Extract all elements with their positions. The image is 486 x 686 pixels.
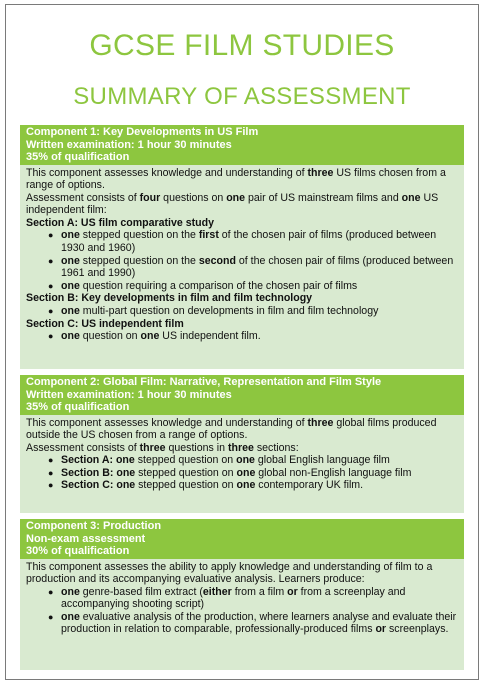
bullet-icon: ●	[48, 480, 54, 491]
component-exam-type: Written examination: 1 hour 30 minutes	[26, 388, 232, 401]
bullet-icon: ●	[48, 255, 54, 266]
section-heading: Section C: US independent film	[26, 317, 184, 330]
list-item: ● Section C: one stepped question on one contemporary UK film.	[48, 479, 364, 492]
page-title: GCSE FILM STUDIES	[89, 29, 395, 62]
bullet-icon: ●	[48, 611, 54, 622]
component-weighting: 30% of qualification	[26, 545, 130, 557]
section-heading: Section A: US film comparative study	[26, 216, 214, 229]
component-2-header	[20, 375, 464, 415]
bullet-icon: ●	[48, 280, 54, 291]
component-exam-type: Written examination: 1 hour 30 minutes	[26, 138, 232, 151]
component-3-body	[20, 559, 464, 637]
component-1-header	[20, 125, 464, 165]
component-consists: Assessment consists of three questions in three sections:	[26, 441, 299, 454]
list-item: ● one question on one US independent film.	[48, 330, 261, 343]
component-3-header	[20, 519, 464, 559]
component-2-body	[20, 415, 464, 493]
section-c-list	[26, 330, 460, 343]
list-item: ● one evaluative analysis of the production, where learners analyse and evaluate their production in relation to comparable, professionally-produced films or screenplays.	[48, 610, 457, 636]
list-item: ● one stepped question on the second of the chosen pair of films (produced between 1961 and 1990)	[48, 254, 454, 280]
component-intro: This component assesses knowledge and understanding of three global films produced outside the US chosen from a range of options.	[26, 416, 437, 442]
component-title: Component 2: Global Film: Narrative, Representation and Film Style	[26, 376, 382, 388]
component-title: Component 3: Production	[26, 520, 162, 532]
component-1-box	[20, 125, 464, 369]
component-intro: This component assesses knowledge and understanding of three US films chosen from a range of options.	[26, 166, 446, 192]
bullet-icon: ●	[48, 306, 54, 317]
list-item: ● Section B: one stepped question on one global non-English language film	[48, 466, 412, 479]
component-exam-type: Non-exam assessment	[26, 532, 146, 545]
document-page	[5, 4, 479, 680]
component-weighting: 35% of qualification	[26, 151, 130, 163]
component-intro: This component assesses the ability to apply knowledge and understanding of film to a production and its accompanying evaluative analysis. Learners produce:	[26, 560, 433, 586]
bullet-icon: ●	[48, 586, 54, 597]
list-item: ● one genre-based film extract (either from a film or from a screenplay and accompanying shooting script)	[48, 585, 406, 611]
list-item: ● Section A: one stepped question on one global English language film	[48, 454, 390, 467]
bullet-icon: ●	[48, 230, 54, 241]
list-item: ● one stepped question on the first of the chosen pair of films (produced between 1930 and 1960)	[48, 229, 437, 255]
bullet-icon: ●	[48, 455, 54, 466]
sections-list	[26, 454, 460, 492]
component-3-box	[20, 519, 464, 670]
list-item: ● one question requiring a comparison of the chosen pair of films	[48, 279, 358, 292]
page-subtitle: SUMMARY OF ASSESSMENT	[73, 83, 411, 110]
component-weighting: 35% of qualification	[26, 401, 130, 413]
produce-list	[26, 586, 460, 636]
component-2-box	[20, 375, 464, 513]
component-consists: Assessment consists of four questions on one pair of US mainstream films and one US independent film:	[26, 191, 439, 217]
component-1-body	[20, 165, 464, 343]
list-item: ● one multi-part question on developments in film and film technology	[48, 305, 379, 318]
bullet-icon: ●	[48, 331, 54, 342]
section-a-list	[26, 229, 460, 292]
section-heading: Section B: Key developments in film and film technology	[26, 292, 313, 305]
bullet-icon: ●	[48, 467, 54, 478]
section-b-list	[26, 305, 460, 318]
component-title: Component 1: Key Developments in US Film	[26, 126, 259, 138]
